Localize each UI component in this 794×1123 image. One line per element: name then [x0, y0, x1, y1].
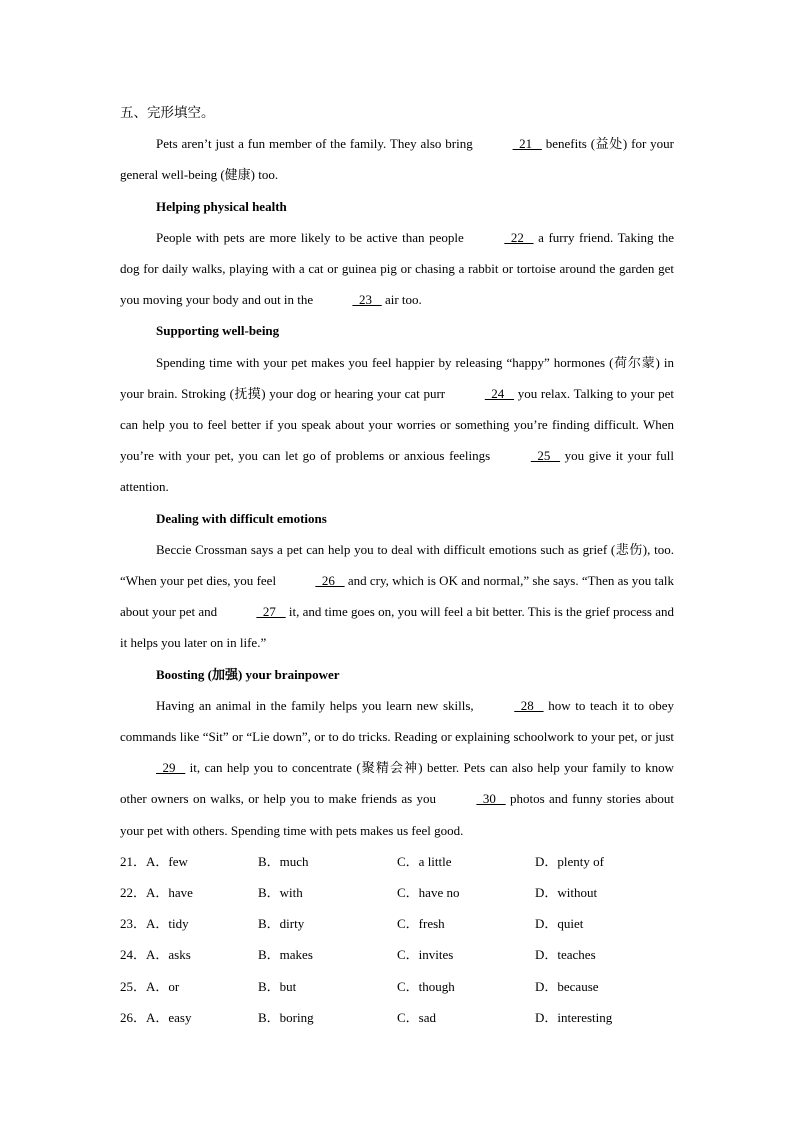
option-c[interactable]: C．fresh — [397, 916, 445, 932]
section-heading: Dealing with difficult emotions — [156, 510, 327, 526]
option-b[interactable]: B．dirty — [258, 916, 305, 932]
option-c[interactable]: C．have no — [397, 885, 460, 901]
option-d[interactable]: D．plenty of — [535, 853, 604, 869]
blank-26[interactable]: 26 — [315, 573, 345, 589]
option-c[interactable]: C．sad — [397, 1009, 437, 1025]
blank-23[interactable]: 23 — [352, 292, 382, 308]
question-row — [120, 908, 674, 939]
option-d[interactable]: D．because — [535, 978, 599, 994]
blank-27[interactable]: 27 — [256, 604, 286, 620]
question-row — [120, 971, 674, 1002]
option-d[interactable]: D．without — [535, 885, 598, 901]
option-a[interactable]: 25．A．or — [120, 978, 180, 994]
option-b[interactable]: B．with — [258, 885, 303, 901]
option-a[interactable]: 22．A．have — [120, 885, 193, 901]
option-b[interactable]: B．but — [258, 978, 297, 994]
cloze-passage — [120, 128, 674, 846]
option-b[interactable]: B．much — [258, 853, 309, 869]
blank-24[interactable]: 24 — [484, 385, 515, 401]
question-row — [120, 846, 674, 877]
section-heading: Helping physical health — [156, 198, 287, 214]
blank-28[interactable]: 28 — [514, 697, 544, 713]
option-a[interactable]: 23．A．tidy — [120, 916, 189, 932]
blank-30[interactable]: 30 — [476, 791, 506, 807]
passage-paragraph: Beccie Crossman says a pet can help you to deal with difficult emotions such as grief (悲伤), too. “When your pet dies, you feel 26 and cry, which is OK and normal,” she says. “Then as you talk about your pet and 27 it, and time goes on, you will feel a bit better. This is the grief process and it helps you later on in life.” — [120, 541, 674, 651]
passage-paragraph: People with pets are more likely to be active than people 22 a furry friend. Taking the dog for daily walks, playing with a cat or guinea pig or chasing a rabbit or tortoise around the garden get you moving your body and out in the 23 air too. — [120, 222, 674, 316]
option-c[interactable]: C．though — [397, 978, 455, 994]
question-row — [120, 939, 674, 970]
question-row — [120, 1002, 674, 1033]
section-title: 五、完形填空。 — [120, 105, 215, 120]
passage-paragraph: Pets aren’t just a fun member of the family. They also bring 21 benefits (益处) for your general well-being (健康) too. — [120, 128, 674, 190]
option-b[interactable]: B．boring — [258, 1009, 314, 1025]
passage-paragraph: Spending time with your pet makes you feel happier by releasing “happy” hormones (荷尔蒙) in your brain. Stroking (抚摸) your dog or hearing your cat purr 24 you relax. Talking to your pet can help you to feel better if you speak about your worries or something you’re finding difficult. When you’re with your pet, you can let go of problems or anxious feelings 25 you give it your full attention. — [120, 354, 674, 495]
section-heading: Boosting (加强) your brainpower — [156, 666, 340, 682]
question-row — [120, 877, 674, 908]
passage-paragraph: Having an animal in the family helps you learn new skills, 28 how to teach it to obey commands like “Sit” or “Lie down”, or to do tricks. Reading or explaining schoolwork to your pet, or just 29 it, can help you to concentrate (聚精会神) better. Pets can also help your family to know other owners on walks, or help you to make friends as you 30 photos and funny stories about your pet with others. Spending time with pets makes us feel good. — [120, 690, 674, 846]
option-b[interactable]: B．makes — [258, 947, 313, 963]
option-d[interactable]: D．teaches — [535, 947, 596, 963]
question-options — [120, 846, 674, 1033]
blank-21[interactable]: 21 — [512, 136, 542, 152]
document-page — [120, 97, 674, 1033]
option-c[interactable]: C．invites — [397, 947, 454, 963]
option-d[interactable]: D．interesting — [535, 1009, 613, 1025]
blank-22[interactable]: 22 — [504, 229, 534, 245]
option-d[interactable]: D．quiet — [535, 916, 584, 932]
option-a[interactable]: 21．A．few — [120, 853, 188, 869]
section-heading: Supporting well-being — [156, 323, 280, 339]
option-a[interactable]: 24．A．asks — [120, 947, 191, 963]
blank-29[interactable]: 29 — [156, 760, 186, 776]
option-a[interactable]: 26．A．easy — [120, 1009, 192, 1025]
blank-25[interactable]: 25 — [530, 448, 561, 464]
option-c[interactable]: C．a little — [397, 853, 452, 869]
